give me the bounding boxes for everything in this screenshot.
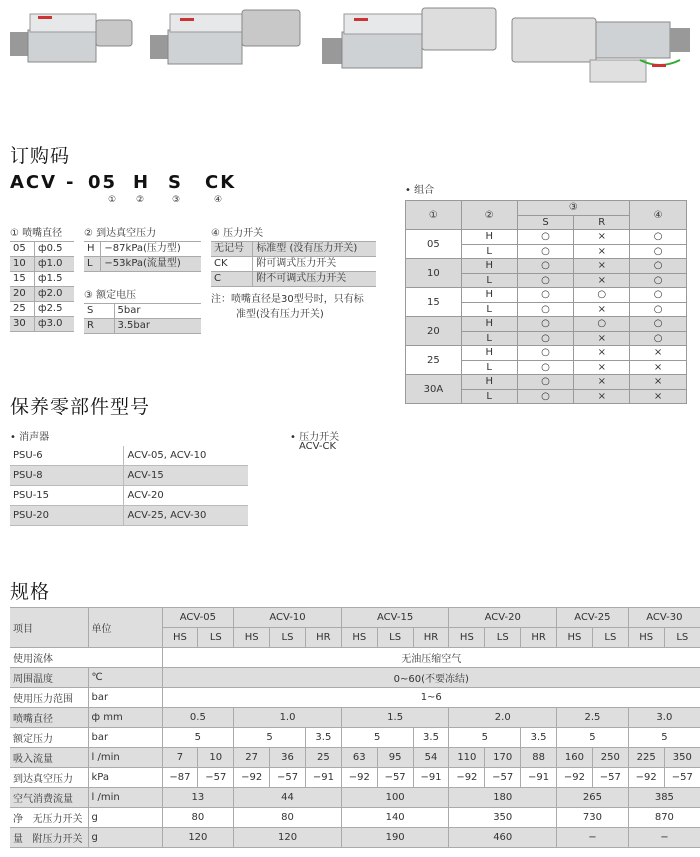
sub-header: LS [592,628,628,648]
header-3: ③ [517,201,630,216]
cell: ○ [630,259,687,274]
silencer-label-text: 消声器 [19,432,50,443]
row-label [10,808,88,828]
value: 350 [449,808,557,828]
size: 25 [406,346,462,375]
value: 5 [628,728,700,748]
value: 5 [234,728,306,748]
sub-header: LS [377,628,413,648]
switch-title: ④ 压力开关 [211,228,264,239]
value: 1.0 [234,708,342,728]
combination-title: • 组合 [405,185,435,196]
sub-header: HR [521,628,557,648]
value: −92 [557,768,593,788]
cell: ○ [517,244,574,259]
sub-header: LS [270,628,306,648]
product-image-4 [512,18,690,82]
cell: L [461,244,517,259]
header-r: R [574,215,630,230]
cell: × [574,331,630,346]
value: 2.0 [449,708,557,728]
nozzle-row [10,257,74,272]
switch-row [211,242,376,257]
value: 265 [557,788,629,808]
spec-row-suction [10,748,700,768]
cell: ○ [517,230,574,245]
marker-3: ③ [172,195,181,205]
combo-header [406,201,687,216]
code: 10 [10,257,35,272]
value: −92 [628,768,664,788]
cell: × [574,360,630,375]
product-image-1 [10,14,132,62]
cell: ○ [517,346,574,361]
value: −91 [521,768,557,788]
vacuum-row [84,257,201,272]
value: 180 [449,788,557,808]
cell: × [574,244,630,259]
row-label [10,828,88,848]
value: −57 [377,768,413,788]
combo-row [406,230,687,245]
cell: ○ [517,273,574,288]
marker-2: ② [136,195,145,205]
value: 2.5 [557,708,629,728]
voltage-table [84,303,201,334]
cell: × [574,273,630,288]
value: ф0.5 [35,242,74,257]
code: 20 [10,287,35,302]
value: 标准型 (没有压力开关) [253,242,376,257]
voltage-title: ③ 额定电压 [84,290,137,301]
weight-label-top: 净 [13,814,23,825]
nozzle-title: ① 喷嘴直径 [10,228,63,239]
unit: bar [88,688,162,708]
sub-header: LS [664,628,700,648]
value: −57 [198,768,234,788]
cell: H [461,375,517,390]
value: 13 [162,788,234,808]
value: 54 [413,748,449,768]
value: 0.5 [162,708,234,728]
cell: × [574,259,630,274]
value: ф1.5 [35,272,74,287]
switch-row [211,257,376,272]
model-header: ACV-25 [557,608,629,628]
value: 88 [521,748,557,768]
value: 3.5 [521,728,557,748]
cell: ○ [517,331,574,346]
part-number: PSU-8 [10,466,123,486]
row-label: 周围温度 [10,668,88,688]
nozzle-row [10,302,74,317]
value: 3.5 [305,728,341,748]
part-models: ACV-20 [123,486,248,506]
value: 120 [162,828,234,848]
model-part-vacuum: H [133,172,151,193]
cell: ○ [517,360,574,375]
nozzle-table [10,241,74,332]
sub-header: HS [628,628,664,648]
cell: ○ [630,317,687,332]
value: 110 [449,748,485,768]
spec-header-row [10,608,700,628]
unit: bar [88,728,162,748]
part-number: PSU-15 [10,486,123,506]
unit: l /min [88,748,162,768]
vacuum-title: ② 到达真空压力 [84,228,157,239]
model-part-voltage: S [168,172,183,193]
spec-row-fluid [10,648,700,668]
code: 30 [10,317,35,332]
cell: × [630,375,687,390]
model-header: ACV-10 [234,608,342,628]
value: − [628,828,700,848]
parts-title: 保养零部件型号 [10,396,151,418]
row-label: 使用流体 [10,648,162,668]
spec-table [10,607,700,848]
cell: ○ [574,288,630,303]
value: 附可调式压力开关 [253,257,376,272]
header-s: S [517,215,574,230]
pressure-switch-label-text: 压力开关 [299,432,340,443]
value: 250 [592,748,628,768]
nozzle-row [10,272,74,287]
code: L [84,257,101,272]
value: 460 [449,828,557,848]
value: 5 [341,728,413,748]
weight1-label: 无压力开关 [32,814,83,825]
spec-row-temp [10,668,700,688]
part-models: ACV-05, ACV-10 [123,446,248,466]
product-photos [0,0,700,108]
sub-header: HS [162,628,198,648]
combo-row [406,317,687,332]
value: ф2.5 [35,302,74,317]
cell: H [461,288,517,303]
note-line-1: 注：喷嘴直径是30型号时，只有标 [211,294,364,305]
silencer-label: • 消声器 [10,432,50,443]
value: −57 [485,768,521,788]
value: 225 [628,748,664,768]
value: 5 [449,728,521,748]
cell: ○ [574,317,630,332]
value: 5 [557,728,629,748]
combination-title-text: 组合 [414,185,435,196]
spec-row-weight2 [10,828,700,848]
sub-header: HS [341,628,377,648]
value: 80 [234,808,342,828]
spec-title: 规格 [10,581,51,603]
spec-row-air [10,788,700,808]
value: − [557,828,629,848]
value: 100 [341,788,449,808]
code: H [84,242,101,257]
value: −57 [270,768,306,788]
spec-row-pressure [10,688,700,708]
value: −53kPa(流量型) [101,257,201,272]
code: 15 [10,272,35,287]
code: R [84,319,114,334]
cell: H [461,346,517,361]
part-models: ACV-15 [123,466,248,486]
code: C [211,272,253,287]
value: 1~6 [162,688,700,708]
unit: kPa [88,768,162,788]
value: 3.5 [413,728,449,748]
value: ф3.0 [35,317,74,332]
weight2-label: 附压力开关 [32,834,83,845]
vacuum-table [84,241,201,272]
header-4: ④ [630,201,687,230]
model-header: ACV-30 [628,608,700,628]
row-label: 到达真空压力 [10,768,88,788]
cell: L [461,360,517,375]
cell: ○ [630,288,687,303]
value: −87 [162,768,198,788]
marker-4: ④ [214,195,223,205]
nozzle-row [10,317,74,332]
cell: × [574,302,630,317]
part-models: ACV-25, ACV-30 [123,506,248,526]
note-line-2: 准型(没有压力开关) [236,309,324,320]
cell: L [461,302,517,317]
value: 160 [557,748,593,768]
sub-header: HS [234,628,270,648]
value: −57 [664,768,700,788]
size: 10 [406,259,462,288]
sub-header: LS [485,628,521,648]
marker-1: ① [108,195,117,205]
combo-row [406,346,687,361]
model-header: ACV-20 [449,608,557,628]
cell: × [630,389,687,404]
combo-row [406,375,687,390]
value: 730 [557,808,629,828]
spec-row-weight1 [10,808,700,828]
cell: H [461,317,517,332]
cell: ○ [517,259,574,274]
parts-row [10,446,248,466]
header-2: ② [461,201,517,230]
order-code-title: 订购码 [10,145,71,167]
sub-header: HS [449,628,485,648]
row-label: 使用压力范围 [10,688,88,708]
combo-row [406,288,687,303]
weight-label-bottom: 量 [13,834,23,845]
cell: × [574,389,630,404]
pressure-switch-label: • 压力开关 [290,432,340,443]
value: 140 [341,808,449,828]
switch-table [211,241,376,287]
value: 80 [162,808,234,828]
model-part-switch: CK [205,172,237,193]
value: −92 [234,768,270,788]
cell: ○ [630,302,687,317]
nozzle-row [10,287,74,302]
value: 190 [341,828,449,848]
value: 7 [162,748,198,768]
value: 无油压缩空气 [162,648,700,668]
row-label: 额定压力 [10,728,88,748]
value: ф1.0 [35,257,74,272]
cell: L [461,389,517,404]
spec-row-rated [10,728,700,748]
value: 0~60(不要冻结) [162,668,700,688]
cell: × [574,375,630,390]
row-label: 喷嘴直径 [10,708,88,728]
value: 385 [628,788,700,808]
cell: L [461,331,517,346]
value: 27 [234,748,270,768]
row-label: 空气消费流量 [10,788,88,808]
spec-row-vacuum [10,768,700,788]
value: 170 [485,748,521,768]
sub-header: LS [198,628,234,648]
cell: ○ [630,331,687,346]
header-unit: 单位 [88,608,162,648]
voltage-row [84,304,201,319]
cell: × [574,230,630,245]
sub-header: HS [557,628,593,648]
product-image-2 [150,10,300,64]
cell: ○ [630,273,687,288]
cell: ○ [517,375,574,390]
value: −87kPa(压力型) [101,242,201,257]
part-number: PSU-20 [10,506,123,526]
sub-header: HR [413,628,449,648]
cell: H [461,230,517,245]
value: 1.5 [341,708,449,728]
row-label: 吸入流量 [10,748,88,768]
model-part-acv: ACV [10,172,58,193]
size: 15 [406,288,462,317]
size: 05 [406,230,462,259]
value: −57 [592,768,628,788]
code: CK [211,257,253,272]
value: 95 [377,748,413,768]
size: 30A [406,375,462,404]
combo-row [406,259,687,274]
part-number: PSU-6 [10,446,123,466]
model-header: ACV-15 [341,608,449,628]
model-part-dash: - [66,172,76,193]
product-image-3 [322,8,496,68]
value: 870 [628,808,700,828]
cell: ○ [517,317,574,332]
cell: × [630,346,687,361]
value: 25 [305,748,341,768]
nozzle-row [10,242,74,257]
header-item: 项目 [10,608,88,648]
unit: g [88,808,162,828]
value: 36 [270,748,306,768]
cell: ○ [517,389,574,404]
code: 05 [10,242,35,257]
cell: L [461,273,517,288]
cell: ○ [517,288,574,303]
cell: ○ [517,302,574,317]
parts-row [10,486,248,506]
unit: ф mm [88,708,162,728]
cell: × [630,360,687,375]
value: 350 [664,748,700,768]
combination-table [405,200,687,404]
value: −92 [341,768,377,788]
value: −91 [305,768,341,788]
parts-row [10,466,248,486]
header-1: ① [406,201,462,230]
cell: ○ [630,244,687,259]
value: 附不可调式压力开关 [253,272,376,287]
unit: ℃ [88,668,162,688]
cell: H [461,259,517,274]
value: 10 [198,748,234,768]
unit: l /min [88,788,162,808]
value: 5bar [114,304,201,319]
code: 无记号 [211,242,253,257]
value: 3.5bar [114,319,201,334]
value: −91 [413,768,449,788]
spec-row-nozzle [10,708,700,728]
value: 5 [162,728,234,748]
cell: ○ [630,230,687,245]
unit: g [88,828,162,848]
cell: × [574,346,630,361]
code: 25 [10,302,35,317]
switch-row [211,272,376,287]
value: −92 [449,768,485,788]
value: ф2.0 [35,287,74,302]
vacuum-row [84,242,201,257]
model-header: ACV-05 [162,608,234,628]
model-part-size: 05 [88,172,118,193]
pressure-switch-model: ACV-CK [299,441,337,452]
parts-table [10,446,248,526]
voltage-row [84,319,201,334]
parts-row [10,506,248,526]
code: S [84,304,114,319]
value: 44 [234,788,342,808]
value: 3.0 [628,708,700,728]
value: 120 [234,828,342,848]
value: 63 [341,748,377,768]
sub-header: HR [305,628,341,648]
size: 20 [406,317,462,346]
